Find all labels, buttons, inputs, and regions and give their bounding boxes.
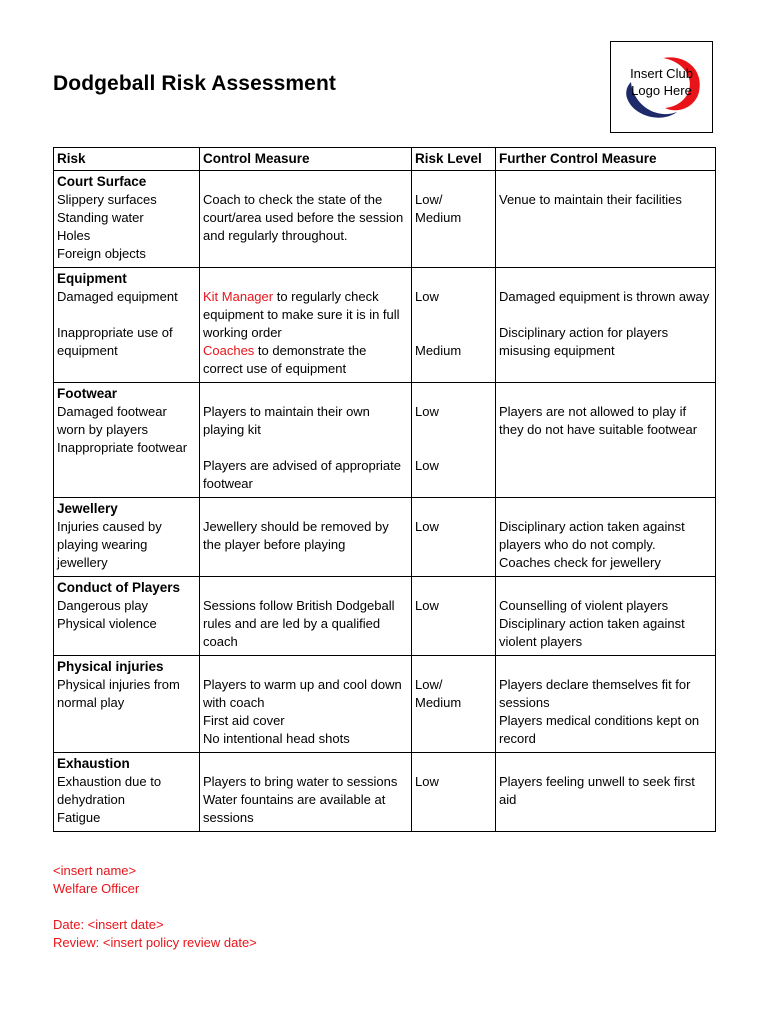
risk-cell: Conduct of Players Dangerous play Physical violence	[54, 577, 200, 656]
officer-role: Welfare Officer	[53, 881, 140, 896]
risk-cell: Court Surface Slippery surfaces Standing water Holes Foreign objects	[54, 171, 200, 268]
level-cell: Low	[412, 753, 496, 832]
kit-manager-role: Kit Manager	[203, 289, 274, 304]
level-cell: Low	[412, 498, 496, 577]
table-row	[54, 753, 716, 832]
further-cell: Damaged equipment is thrown away Disciplinary action for players misusing equipment	[496, 268, 716, 383]
control-cell: Jewellery should be removed by the player before playing	[200, 498, 412, 577]
further-cell: Counselling of violent players Disciplinary action taken against violent players	[496, 577, 716, 656]
table-row	[54, 498, 716, 577]
table-header-row	[54, 148, 716, 171]
control-cell: Sessions follow British Dodgeball rules and are led by a qualified coach	[200, 577, 412, 656]
header-further-control: Further Control Measure	[496, 148, 716, 171]
officer-name: <insert name>	[53, 863, 137, 878]
risk-cell: Jewellery Injuries caused by playing wearing jewellery	[54, 498, 200, 577]
risk-category: Exhaustion	[57, 756, 130, 771]
header-risk-level: Risk Level	[412, 148, 496, 171]
level-cell: Low Medium	[412, 268, 496, 383]
assessment-date: Date: <insert date>	[53, 917, 164, 932]
risk-cell: Exhaustion Exhaustion due to dehydration Fatigue	[54, 753, 200, 832]
further-cell: Disciplinary action taken against players who do not comply. Coaches check for jewellery	[496, 498, 716, 577]
risk-cell: Physical injuries Physical injuries from normal play	[54, 656, 200, 753]
further-cell: Players feeling unwell to seek first aid	[496, 753, 716, 832]
coaches-role: Coaches	[203, 343, 255, 358]
table-row	[54, 577, 716, 656]
further-cell: Players are not allowed to play if they do not have suitable footwear	[496, 383, 716, 498]
risk-cell: Footwear Damaged footwear worn by players Inappropriate footwear	[54, 383, 200, 498]
further-cell: Players declare themselves fit for sessions Players medical conditions kept on record	[496, 656, 716, 753]
control-cell: Players to warm up and cool down with coach First aid cover No intentional head shots	[200, 656, 412, 753]
risk-cell: Equipment Damaged equipment Inappropriate use of equipment	[54, 268, 200, 383]
table-row	[54, 171, 716, 268]
header-control-measure: Control Measure	[200, 148, 412, 171]
risk-category: Jewellery	[57, 501, 118, 516]
header-risk: Risk	[54, 148, 200, 171]
logo-placeholder-text: Insert Club Logo Here	[630, 66, 693, 98]
control-cell: Kit Manager to regularly check equipment to make sure it is in full working order Coaches to demonstrate the correct use of equipment	[200, 268, 412, 383]
risk-category: Equipment	[57, 271, 127, 286]
table-row	[54, 268, 716, 383]
table-row	[54, 383, 716, 498]
risk-assessment-table	[53, 147, 716, 832]
level-cell: Low/ Medium	[412, 656, 496, 753]
level-cell: Low/ Medium	[412, 171, 496, 268]
control-cell: Players to maintain their own playing kit Players are advised of appropriate footwear	[200, 383, 412, 498]
control-cell: Players to bring water to sessions Water fountains are available at sessions	[200, 753, 412, 832]
level-cell: Low Low	[412, 383, 496, 498]
risk-category: Conduct of Players	[57, 580, 181, 595]
club-logo-placeholder	[610, 41, 713, 133]
review-date: Review: <insert policy review date>	[53, 935, 257, 950]
risk-category: Court Surface	[57, 174, 147, 189]
risk-category: Physical injuries	[57, 659, 164, 674]
control-cell: Coach to check the state of the court/area used before the session and regularly throughout.	[200, 171, 412, 268]
table-row	[54, 656, 716, 753]
level-cell: Low	[412, 577, 496, 656]
further-cell: Venue to maintain their facilities	[496, 171, 716, 268]
signature-block	[53, 862, 257, 952]
risk-category: Footwear	[57, 386, 118, 401]
page-title: Dodgeball Risk Assessment	[53, 72, 336, 95]
